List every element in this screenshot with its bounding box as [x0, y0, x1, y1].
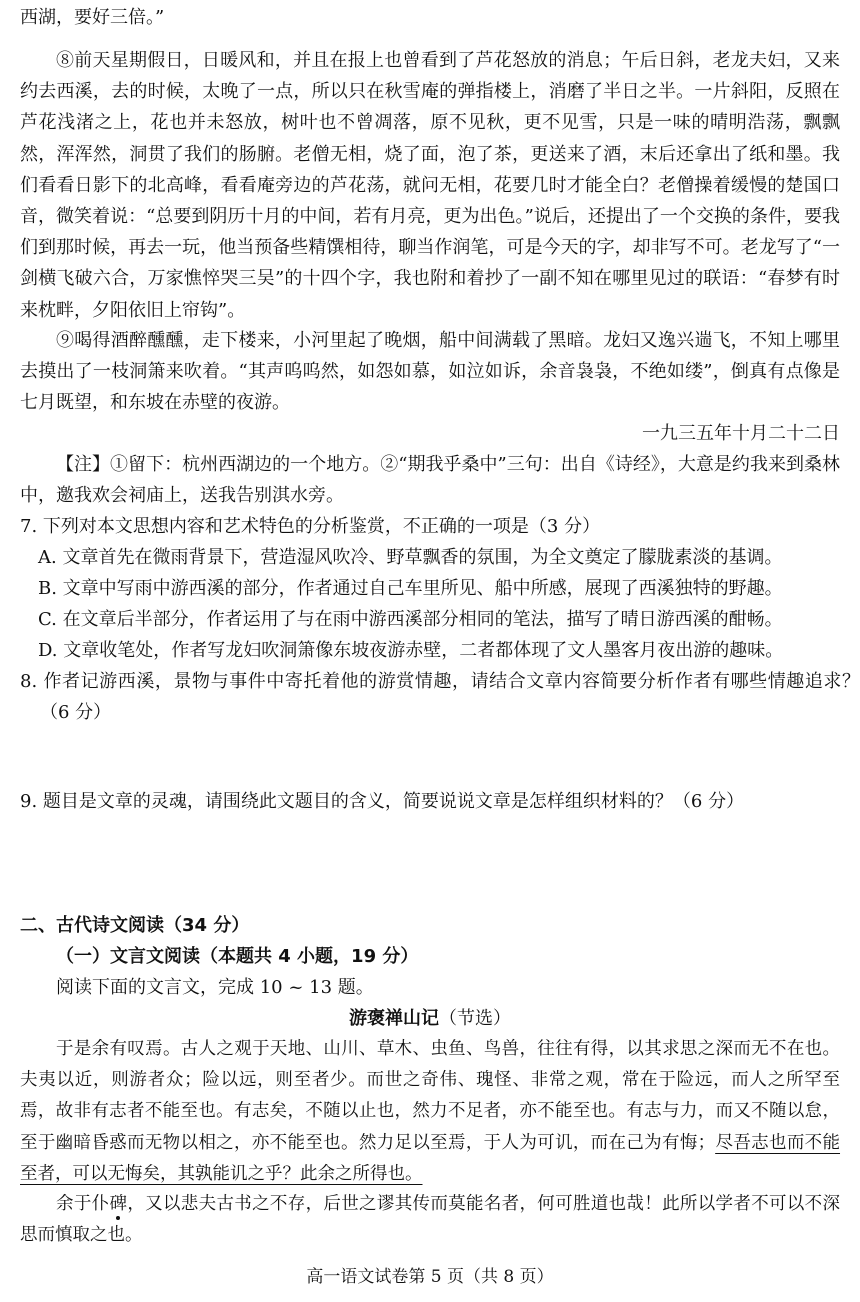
note-text: ①留下：杭州西湖边的一个地方。②“期我乎桑中”三句：出自《诗经》，大意是约我来到桑林中，邀我欢会祠庙上，送我告别淇水旁。	[20, 454, 841, 507]
underlined-sentence: 尽吾志也而不能至者，可以无悔矣，其孰能讥之乎？此余之所得也。	[20, 1132, 841, 1184]
question-9: 9. 题目是文章的灵魂，请围绕此文题目的含义，简要说说文章是怎样组织材料的？（6 分）	[20, 791, 745, 812]
question-7-option-c: C. 在文章后半部分，作者运用了与在雨中游西溪部分相同的笔法，描写了晴日游西溪的酣畅。	[38, 609, 783, 630]
note-label: 【注】	[56, 454, 111, 475]
passage-paragraph-7-end: 西湖，要好三倍。”	[20, 7, 165, 28]
passage-paragraph-9: ⑨喝得酒醉醺醺，走下楼来，小河里起了晚烟，船中间满载了黑暗。龙妇又逸兴遄飞，不知上哪里去摸出了一枝洞箫来吹着。“其声呜呜然，如怨如慕，如泣如诉，余音袅袅，不绝如缕”，倒真有点像是七月既望，和东坡在赤壁的夜游。	[20, 330, 840, 414]
emphasis-dot-icon	[116, 1216, 120, 1220]
classical-text-paragraph-2	[20, 1189, 840, 1251]
dotted-character	[109, 1194, 127, 1214]
passage-date: 一九三五年十月二十二日	[642, 423, 840, 444]
passage-paragraph-8: ⑧前天星期假日，日暖风和，并且在报上也曾看到了芦花怒放的消息；午后日斜，老龙夫妇，又来约去西溪，去的时候，太晚了一点，所以只在秋雪庵的弹指楼上，消磨了半日之半。一片斜阳，反照在芦花浅渚之上，花也并未怒放，树叶也不曾凋落，原不见秋，更不见雪，只是一味的晴明浩荡，飘飘然，浑浑然，洞贯了我们的肠腑。老僧无相，烧了面，泡了茶，更送来了酒，末后还拿出了纸和墨。我们看看日影下的北高峰，看看庵旁边的芦花荡，就问无相，花要几时才能全白？老僧操着缓慢的楚国口音，微笑着说：“总要到阴历十月的中间，若有月亮，更为出色。”说后，还提出了一个交换的条件，要我们到那时候，再去一玩，他当预备些精馔相待，聊当作润笔，可是今天的字，却非写不可。老龙写了“一剑横飞破六合，万家憔悴哭三吴”的十四个字，我也附和着抄了一副不知在哪里见过的联语：“春梦有时来枕畔，夕阳依旧上帘钩”。	[20, 50, 840, 321]
classical-text-paragraph-1	[20, 1034, 840, 1190]
question-7-option-d: D. 文章收笔处，作者写龙妇吹洞箫像东坡夜游赤壁，二者都体现了文人墨客月夜出游的趣味。	[38, 640, 784, 661]
para2-part-b: ，又以悲夫古书之不存，后世之谬其传而莫能名者，何可胜道也哉！此所以学者不可以不深思而慎取之也。	[20, 1194, 841, 1246]
section-2-subheading: （一）文言文阅读（本题共 4 小题，19 分）	[56, 946, 419, 967]
title-main: 游褒禅山记	[349, 1008, 439, 1029]
classical-para1-text: 于是余有叹焉。古人之观于天地、山川、草木、虫鱼、鸟兽，往往有得，以其求思之深而无不在也。夫夷以近，则游者众；险以远，则至者少。而世之奇伟、瑰怪、非常之观，常在于险远，而人之所罕至焉，故非有志者不能至也。有志矣，不随以止也，然力不足者，亦不能至也。有志与力，而又不随以怠，至于幽暗昏惑而无物以相之，亦不能至也。然力足以至焉，于人为可讥，而在己为有悔；	[20, 1039, 840, 1153]
section-2-heading: 二、古代诗文阅读（34 分）	[20, 915, 250, 936]
classical-text-title	[0, 1003, 860, 1034]
title-suffix: （节选）	[439, 1008, 511, 1029]
question-8: 8. 作者记游西溪，景物与事件中寄托着他的游赏情趣，请结合文章内容简要分析作者有哪些情趣追求？（6 分）	[20, 671, 860, 724]
question-7-option-a: A. 文章首先在微雨背景下，营造湿风吹冷、野草飘香的氛围，为全文奠定了朦胧素淡的基调。	[38, 547, 783, 568]
dotted-character-text: 碑	[109, 1194, 128, 1214]
section-2-instruction: 阅读下面的文言文，完成 10 ~ 13 题。	[56, 977, 374, 998]
page-footer: 高一语文试卷第 5 页（共 8 页）	[306, 1267, 554, 1287]
question-7-option-b: B. 文章中写雨中游西溪的部分，作者通过自己车里所见、船中所感，展现了西溪独特的野趣。	[38, 578, 783, 599]
question-7-stem: 7. 下列对本文思想内容和艺术特色的分析鉴赏，不正确的一项是（3 分）	[20, 516, 601, 537]
para2-part-a: 余于仆	[56, 1194, 110, 1214]
passage-note	[20, 449, 840, 511]
